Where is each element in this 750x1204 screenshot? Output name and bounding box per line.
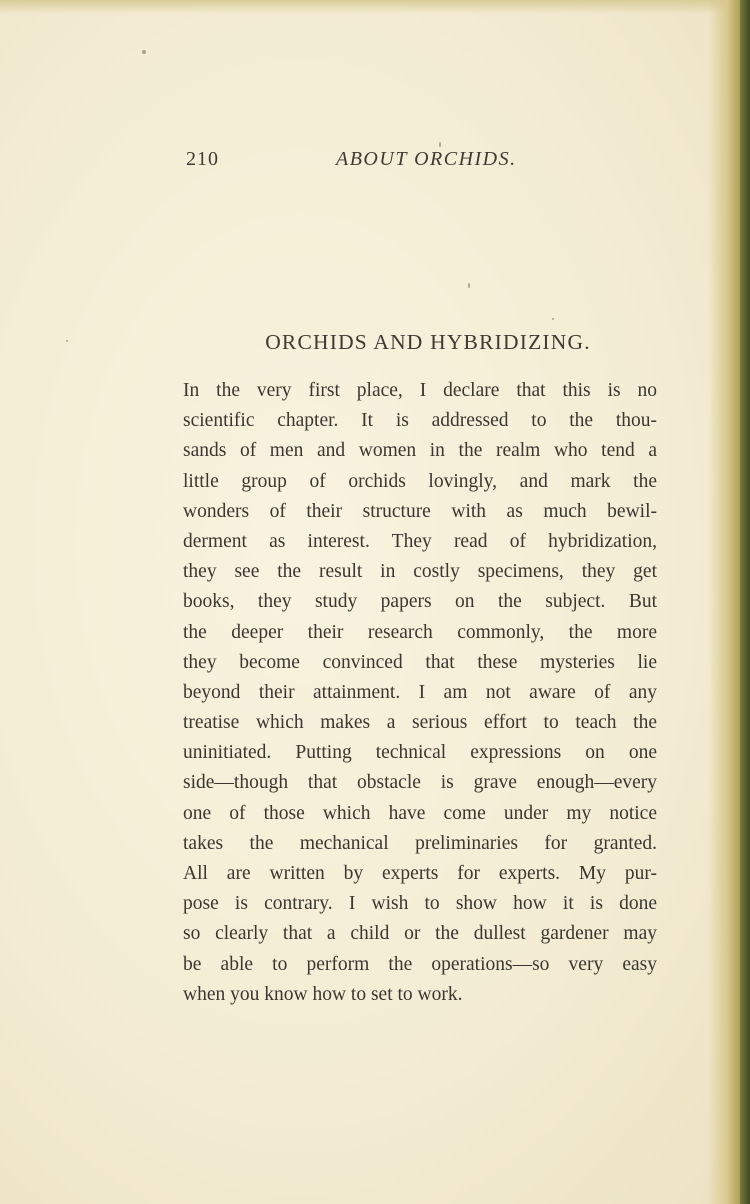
text-line: beyond their attainment. I am not aware of any [183,681,657,703]
text-line: All are written by experts for experts. My pur- [183,863,657,884]
book-binding-edge [740,0,750,1204]
text-line: uninitiated. Putting technical expressions on one [183,742,657,764]
running-title: ABOUT ORCHIDS. [336,148,517,170]
text-line: little group of orchids lovingly, and mark the [183,470,657,492]
text-line: takes the mechanical preliminaries for granted. [183,832,657,854]
text-line: one of those which have come under my notice [183,802,657,824]
text-line: they become convinced that these mysteries lie [183,651,657,673]
text-line: so clearly that a child or the dullest gardener may [183,923,657,945]
page-number: 210 [186,148,219,170]
body-paragraph [183,376,657,1010]
chapter-title: ORCHIDS AND HYBRIDIZING. [265,330,591,354]
paper-speck [142,50,146,54]
text-line: derment as interest. They read of hybridization, [183,530,657,552]
running-head [186,148,626,178]
paper-speck [439,142,441,147]
text-line: treatise which makes a serious effort to teach the [183,712,657,734]
page-top-shadow [0,0,750,14]
text-line: they see the result in costly specimens, they get [183,561,657,583]
text-line: be able to perform the operations—so very easy [183,953,657,975]
text-line: the deeper their research commonly, the more [183,621,657,643]
text-line: pose is contrary. I wish to show how it is done [183,893,657,915]
paper-speck [66,340,68,342]
paper-speck [552,318,554,320]
paper-speck [468,283,470,288]
text-line: wonders of their structure with as much bewil- [183,500,657,522]
text-line: In the very first place, I declare that this is no [183,380,657,401]
text-line: scientific chapter. It is addressed to the thou- [183,410,657,432]
text-line: sands of men and women in the realm who tend a [183,440,657,462]
text-line: side—though that obstacle is grave enough—every [183,772,657,794]
text-line: books, they study papers on the subject. But [183,591,657,613]
text-line: when you know how to set to work. [183,983,463,1005]
